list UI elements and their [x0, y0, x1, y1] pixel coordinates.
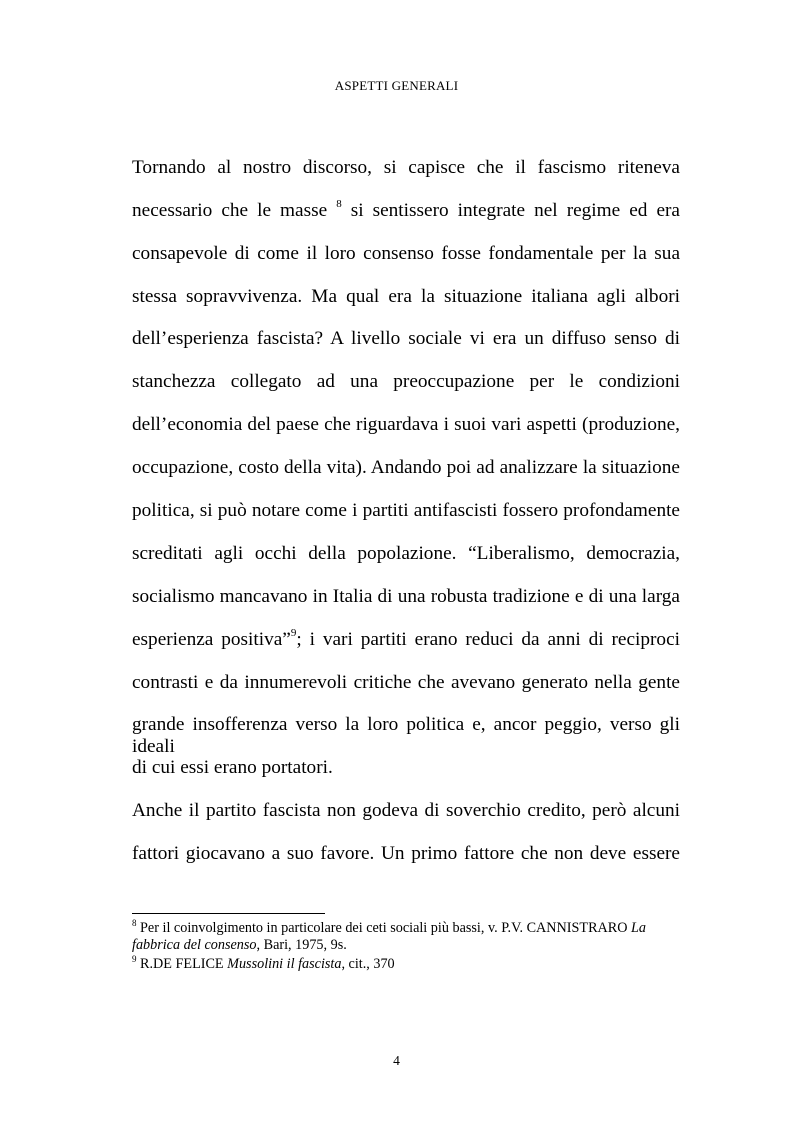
- body-text: si sentissero integrate nel regime ed era: [341, 200, 680, 221]
- body-line-8: occupazione, costo della vita). Andando poi ad analizzare la situazione: [132, 457, 680, 478]
- body-text: necessario che le masse: [132, 200, 328, 221]
- body-line-7: dell’economia del paese che riguardava i suoi vari aspetti (produzione,: [132, 414, 680, 435]
- body-line-16: Anche il partito fascista non godeva di soverchio credito, però alcuni: [132, 800, 680, 821]
- body-line-1: Tornando al nostro discorso, si capisce che il fascismo riteneva: [132, 157, 680, 178]
- body-text: ; i vari partiti erano reduci da anni di reciproci: [296, 629, 680, 650]
- body-line-10: screditati agli occhi della popolazione. “Liberalismo, democrazia,: [132, 543, 680, 564]
- footnote-8-number: 8: [132, 918, 137, 928]
- footnote-9-title: Mussolini il fascista: [227, 956, 342, 972]
- footnote-separator: [132, 913, 325, 914]
- body-text: esperienza positiva”: [132, 629, 291, 650]
- running-header: ASPETTI GENERALI: [334, 78, 459, 93]
- footnote-9-number: 9: [132, 954, 137, 964]
- body-line-15: di cui essi erano portatori.: [132, 757, 333, 778]
- footnote-8-text: Per il coinvolgimento in particolare dei ceti sociali più bassi, v. P.V. CANNISTRARO: [136, 920, 632, 936]
- body-line-3: consapevole di come il loro consenso fosse fondamentale per la sua: [132, 243, 680, 264]
- body-line-6: stanchezza collegato ad una preoccupazione per le condizioni: [132, 371, 680, 392]
- footnote-8: [132, 920, 692, 954]
- body-line-2: [132, 200, 680, 222]
- body-line-4: stessa sopravvivenza. Ma qual era la situazione italiana agli albori: [132, 286, 680, 307]
- body-line-13: contrasti e da innumerevoli critiche che avevano generato nella gente: [132, 672, 680, 693]
- body-line-11: socialismo mancavano in Italia di una robusta tradizione e di una larga: [132, 586, 680, 607]
- footnote-8-title: La fabbrica del consenso: [132, 920, 647, 953]
- body-line-14: grande insofferenza verso la loro politica e, ancor peggio, verso gli ideali: [132, 714, 680, 757]
- footnote-8-publication: , Bari, 1975, 9s.: [256, 937, 347, 953]
- body-line-5: dell’esperienza fascista? A livello sociale vi era un diffuso senso di: [132, 328, 680, 349]
- footnote-9-publication: , cit., 370: [341, 956, 395, 972]
- footnote-ref-9[interactable]: 9: [290, 627, 297, 639]
- body-line-9: politica, si può notare come i partiti antifascisti fossero profondamente: [132, 500, 680, 521]
- body-line-17: fattori giocavano a suo favore. Un primo fattore che non deve essere: [132, 843, 680, 864]
- footnote-ref-8[interactable]: 8: [336, 198, 342, 210]
- footnote-9-text: R.DE FELICE: [136, 956, 228, 972]
- page-number: 4: [393, 1053, 400, 1068]
- body-line-12: [132, 629, 680, 651]
- footnote-9: [132, 956, 692, 973]
